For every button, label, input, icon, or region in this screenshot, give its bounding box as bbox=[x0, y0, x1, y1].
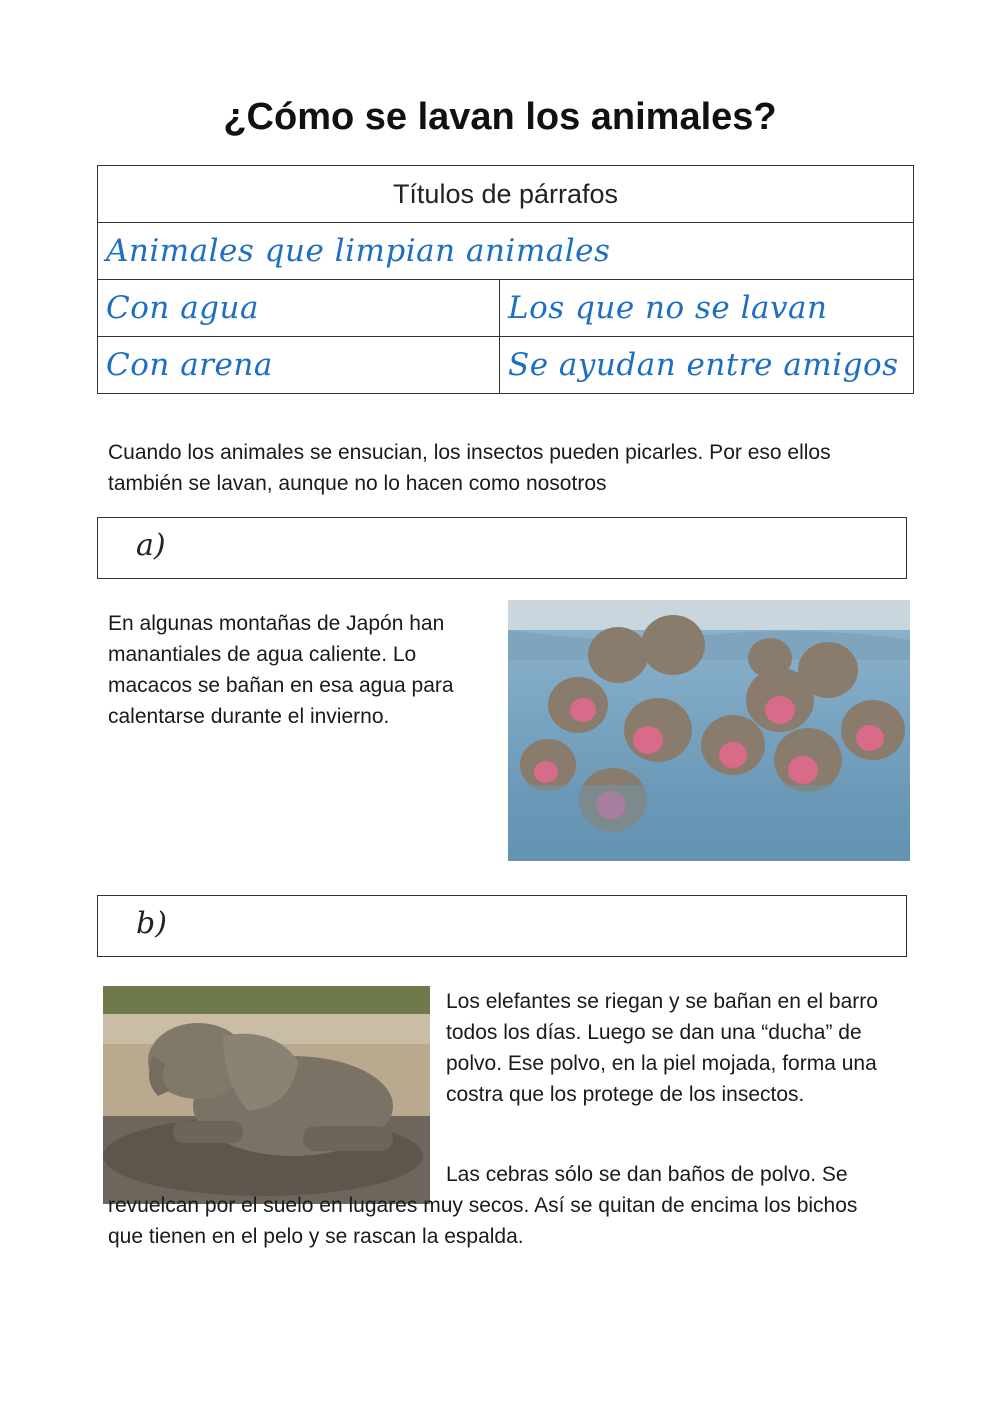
paragraph-macacos: En algunas montañas de Japón han manantiales de agua caliente. Lo macacos se bañan en esa agua para calentarse durante el invierno. bbox=[108, 612, 454, 728]
title-option-animales[interactable]: Animales que limpian animales bbox=[98, 223, 914, 280]
paragraph-cebras-wrap bbox=[108, 1159, 898, 1248]
paragraph-cebras: Las cebras sólo se dan baños de polvo. Se revuelcan por el suelo en lugares muy secos. Así se quitan de encima los bichos que tienen en el pelo y se rascan la espalda. bbox=[108, 1163, 858, 1248]
answer-label-b: b) bbox=[136, 906, 167, 941]
title-option-agua[interactable]: Con agua bbox=[98, 280, 500, 337]
page-title: ¿Cómo se lavan los animales? bbox=[223, 96, 777, 138]
answer-box-b[interactable] bbox=[97, 895, 907, 957]
answer-box-a[interactable] bbox=[97, 517, 907, 579]
title-option-arena[interactable]: Con arena bbox=[98, 337, 500, 394]
intro-paragraph: Cuando los animales se ensucian, los insectos pueden picarles. Por eso ellos también se lavan, aunque no lo hacen como nosotros bbox=[108, 441, 831, 495]
paragraph-elefantes: Los elefantes se riegan y se bañan en el barro todos los días. Luego se dan una “ducha” de polvo. Ese polvo, en la piel mojada, forma una costra que los protege de los insectos. bbox=[446, 990, 878, 1106]
title-option-no-lavan[interactable]: Los que no se lavan bbox=[500, 280, 914, 337]
title-option-amigos[interactable]: Se ayudan entre amigos bbox=[500, 337, 914, 394]
answer-label-a: a) bbox=[136, 528, 166, 563]
paragraph-titles-table bbox=[97, 165, 914, 394]
macaques-photo bbox=[508, 600, 910, 861]
table-header: Títulos de párrafos bbox=[98, 166, 914, 223]
